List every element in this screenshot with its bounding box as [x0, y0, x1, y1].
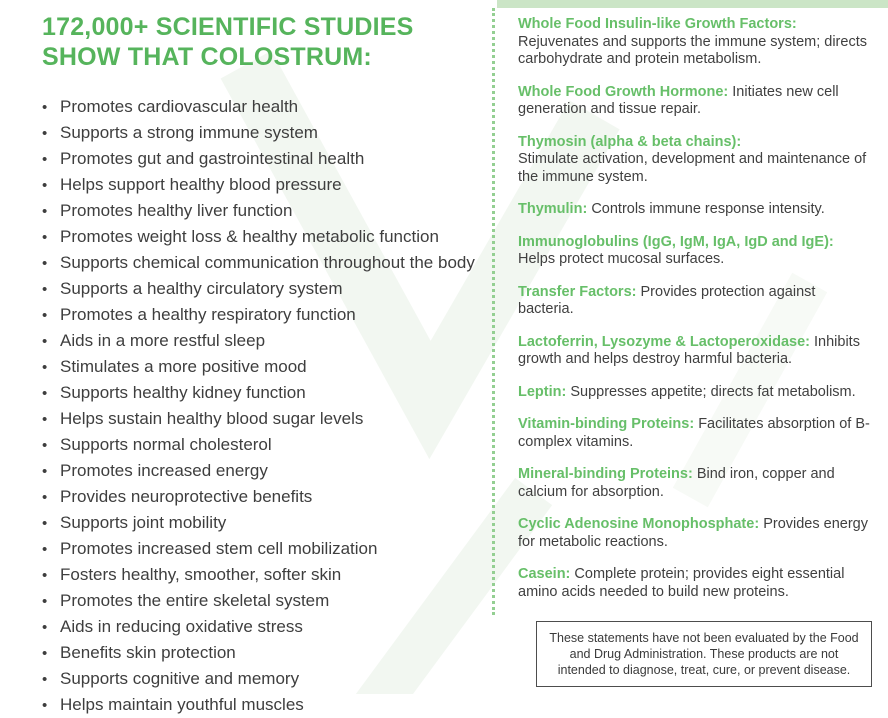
bullet-icon: •	[42, 99, 48, 116]
benefit-list-item	[42, 354, 490, 380]
benefit-list-item	[42, 458, 490, 484]
benefit-text: Supports chemical communication throughout the body	[60, 253, 475, 272]
benefit-text: Promotes weight loss & healthy metabolic function	[60, 227, 439, 246]
bullet-icon: •	[42, 619, 48, 636]
benefit-text: Fosters healthy, smoother, softer skin	[60, 565, 342, 584]
bullet-icon: •	[42, 281, 48, 298]
bullet-icon: •	[42, 541, 48, 558]
bullet-icon: •	[42, 177, 48, 194]
component-description: Stimulate activation, development and maintenance of the immune system.	[518, 151, 867, 185]
components-list	[518, 16, 872, 601]
bullet-icon: •	[42, 229, 48, 246]
dotted-column-divider	[492, 8, 495, 615]
benefit-list-item	[42, 666, 490, 692]
benefit-text: Benefits skin protection	[60, 643, 236, 662]
benefit-text: Helps sustain healthy blood sugar levels	[60, 409, 364, 428]
component-label: Whole Food Growth Hormone:	[518, 83, 729, 100]
component-label: Casein:	[518, 566, 571, 582]
component-description: Controls immune response intensity.	[591, 201, 825, 217]
benefit-list-item	[42, 432, 490, 458]
bullet-icon: •	[42, 307, 48, 324]
benefit-text: Promotes gut and gastrointestinal health	[60, 149, 365, 168]
bullet-icon: •	[42, 463, 48, 480]
fda-disclaimer-box	[536, 621, 872, 687]
component-section	[518, 384, 872, 402]
component-description: Bind iron, copper and calcium for absorption.	[518, 466, 835, 500]
benefit-text: Stimulates a more positive mood	[60, 357, 307, 376]
benefit-text: Supports healthy kidney function	[60, 383, 306, 402]
benefit-list-item	[42, 614, 490, 640]
component-label: Thymosin (alpha & beta chains):	[518, 133, 742, 150]
component-description: Initiates new cell generation and tissue repair.	[518, 83, 839, 117]
bullet-icon: •	[42, 125, 48, 142]
benefit-list-item	[42, 224, 490, 250]
component-section	[518, 201, 872, 219]
page-title-line2: SHOW THAT COLOSTRUM:	[42, 43, 372, 71]
fda-disclaimer-text: These statements have not been evaluated by the Food and Drug Administration. These products are not intended to diagnose, treat, cure, or prevent disease.	[549, 631, 859, 677]
bullet-icon: •	[42, 411, 48, 428]
component-label: Thymulin:	[518, 201, 588, 217]
component-section	[518, 416, 872, 451]
component-description: Provides protection against bacteria.	[518, 283, 816, 317]
component-section	[518, 234, 872, 269]
benefit-list-item	[42, 562, 490, 588]
page-title-line1: 172,000+ SCIENTIFIC STUDIES	[42, 13, 414, 41]
benefit-list-item	[42, 484, 490, 510]
benefit-text: Aids in a more restful sleep	[60, 331, 266, 350]
benefit-text: Promotes the entire skeletal system	[60, 591, 330, 610]
bullet-icon: •	[42, 645, 48, 662]
benefit-text: Promotes healthy liver function	[60, 201, 293, 220]
benefit-list-item	[42, 380, 490, 406]
component-description: Provides energy for metabolic reactions.	[518, 516, 868, 550]
benefit-list-item	[42, 406, 490, 432]
benefit-text: Promotes increased energy	[60, 461, 268, 480]
component-label: Transfer Factors:	[518, 283, 637, 300]
component-section	[518, 134, 872, 187]
benefit-list-item	[42, 250, 490, 276]
component-label: Vitamin-binding Proteins:	[518, 416, 695, 432]
bullet-icon: •	[42, 671, 48, 688]
benefit-text: Promotes a healthy respiratory function	[60, 305, 356, 324]
benefit-text: Supports a strong immune system	[60, 123, 318, 142]
bullet-icon: •	[42, 489, 48, 506]
benefit-list-item	[42, 302, 490, 328]
benefit-text: Aids in reducing oxidative stress	[60, 617, 303, 636]
component-description: Helps protect mucosal surfaces.	[518, 251, 725, 267]
benefit-text: Supports normal cholesterol	[60, 435, 272, 454]
benefit-text: Provides neuroprotective benefits	[60, 487, 313, 506]
bullet-icon: •	[42, 203, 48, 220]
component-section	[518, 334, 872, 369]
bullet-icon: •	[42, 255, 48, 272]
component-label: Whole Food Insulin-like Growth Factors:	[518, 16, 797, 32]
component-section	[518, 566, 872, 601]
benefit-text: Promotes increased stem cell mobilization	[60, 539, 378, 558]
benefit-list-item	[42, 276, 490, 302]
component-section	[518, 466, 872, 501]
bullet-icon: •	[42, 437, 48, 454]
benefit-text: Promotes cardiovascular health	[60, 97, 299, 116]
component-description: Complete protein; provides eight essential amino acids needed to build new proteins.	[518, 566, 845, 600]
component-section	[518, 516, 872, 551]
component-description: Inhibits growth and helps destroy harmful bacteria.	[518, 333, 860, 367]
benefit-list-item	[42, 146, 490, 172]
bullet-icon: •	[42, 359, 48, 376]
benefit-list-item	[42, 172, 490, 198]
bullet-icon: •	[42, 151, 48, 168]
benefit-list-item	[42, 588, 490, 614]
component-label: Mineral-binding Proteins:	[518, 466, 693, 482]
page-title	[42, 12, 490, 72]
component-description: Facilitates absorption of B-complex vitamins.	[518, 416, 870, 450]
components-column	[518, 16, 872, 687]
benefit-list-item	[42, 510, 490, 536]
benefits-column	[42, 12, 490, 718]
bullet-icon: •	[42, 333, 48, 350]
benefit-list-item	[42, 94, 490, 120]
component-section	[518, 284, 872, 319]
benefit-list-item	[42, 640, 490, 666]
benefit-text: Supports joint mobility	[60, 513, 227, 532]
component-label: Cyclic Adenosine Monophosphate:	[518, 516, 760, 532]
component-label: Lactoferrin, Lysozyme & Lactoperoxidase:	[518, 333, 810, 350]
component-description: Rejuvenates and supports the immune system; directs carbohydrate and protein metabolism.	[518, 33, 867, 67]
benefit-list-item	[42, 692, 490, 718]
benefit-text: Helps maintain youthful muscles	[60, 695, 304, 714]
bullet-icon: •	[42, 385, 48, 402]
benefit-text: Supports a healthy circulatory system	[60, 279, 343, 298]
benefits-list	[42, 94, 490, 718]
benefit-text: Helps support healthy blood pressure	[60, 175, 342, 194]
component-section	[518, 16, 872, 69]
component-section	[518, 84, 872, 119]
bullet-icon: •	[42, 593, 48, 610]
bullet-icon: •	[42, 515, 48, 532]
component-label: Immunoglobulins (IgG, IgM, IgA, IgD and IgE):	[518, 233, 834, 250]
component-description: Suppresses appetite; directs fat metabolism.	[570, 383, 856, 400]
benefit-list-item	[42, 328, 490, 354]
component-label: Leptin:	[518, 383, 567, 400]
bullet-icon: •	[42, 567, 48, 584]
benefit-list-item	[42, 198, 490, 224]
bullet-icon: •	[42, 697, 48, 714]
benefit-list-item	[42, 120, 490, 146]
top-green-strip	[497, 0, 888, 8]
benefit-list-item	[42, 536, 490, 562]
benefit-text: Supports cognitive and memory	[60, 669, 300, 688]
